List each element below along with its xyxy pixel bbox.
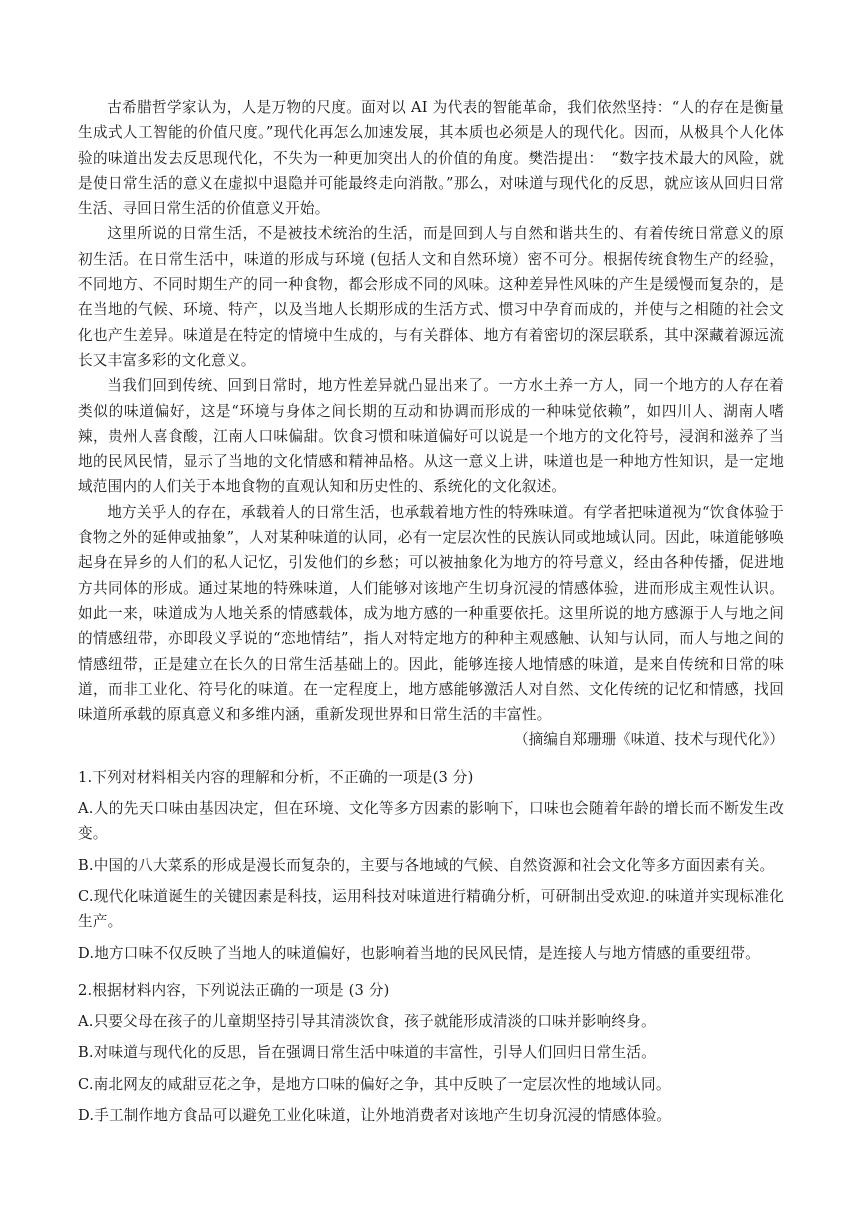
option-b: B.对味道与现代化的反思，旨在强调日常生活中味道的丰富性，引导人们回归日常生活。 [78, 1044, 656, 1062]
option-a: A.人的先天口味由基因决定，但在环境、文化等多方因素的影响下，口味也会随着年龄的增长而不断发生改变。 [78, 800, 784, 843]
passage-source: （摘编自郑珊珊《味道、技术与现代化》） [514, 731, 784, 749]
option-d: D.手工制作地方食品可以避免工业化味道，让外地消费者对该地产生切身沉浸的情感体验。 [78, 1106, 672, 1124]
exam-page [78, 95, 784, 1128]
passage-paragraph-2: 这里所说的日常生活，不是被技术统治的生活，而是回到人与自然和谐共生的、有着传统日常意义的原初生活。在日常生活中，味道的形成与环境 (包括人文和自然环境）密不可分。根据传统食物生产的经验，不同地方、不同时期生产的同一种食物，都会形成不同的风味。这种差异性风味的产生是缓慢而复杂的，是在当地的气候、环境、特产，以及当地人长期形成的生活方式、惯习中孕育而成的，并使与之相随的社会文化也产生差异。味道是在特定的情境中生成的，与有关群体、地方有着密切的深层联系，其中深藏着源远流长又丰富多彩的文化意义。 [78, 225, 784, 369]
option-c: C.南北网友的咸甜豆花之争，是地方口味的偏好之争，其中反映了一定层次性的地域认同。 [78, 1075, 671, 1093]
question-stem: 1.下列对材料相关内容的理解和分析，不正确的一项是(3 分) [78, 768, 474, 786]
option-d: D.地方口味不仅反映了当地人的味道偏好，也影响着当地的民风民情，是连接人与地方情感的重要纽带。 [78, 944, 760, 962]
passage-paragraph-3: 当我们回到传统、回到日常时，地方性差异就凸显出来了。一方水土养一方人，同一个地方的人存在着类似的味道偏好，这是“环境与身体之间长期的互动和协调而形成的一种味觉依赖”，如四川人、湖南人嗜辣，贵州人喜食酸，江南人口味偏甜。饮食习惯和味道偏好可以说是一个地方的文化符号，浸润和滋养了当地的民风民情，显示了当地的文化情感和精神品格。从这一意义上讲，味道也是一种地方性知识，是一定地域范围内的人们关于本地食物的直观认知和历史性的、系统化的文化叙述。 [78, 377, 784, 496]
question-1 [78, 765, 784, 966]
passage-paragraph-4: 地方关乎人的存在，承载着人的日常生活，也承载着地方性的特殊味道。有学者把味道视为“饮食体验于食物之外的延伸或抽象”，人对某种味道的认同，必有一定层次性的民族认同或地域认同。因此，味道能够唤起身在异乡的人们的私人记忆，引发他们的乡愁；可以被抽象化为地方的符号意义，经由各种传播，促进地方共同体的形成。通过某地的特殊味道，人们能够对该地产生切身沉浸的情感体验，进而形成主观性认识。如此一来，味道成为人地关系的情感载体，成为地方感的一种重要依托。这里所说的地方感源于人与地之间的情感纽带，亦即段义孚说的“恋地情结”，指人对特定地方的种种主观感触、认知与认同，而人与地之间的情感纽带，正是建立在长久的日常生活基础上的。因此，能够连接人地情感的味道，是来自传统和日常的味道，而非工业化、符号化的味道。在一定程度上，地方感能够激活人对自然、文化传统的记忆和情感，找回味道所承载的原真意义和多维内涵，重新发现世界和日常生活的丰富性。 [78, 503, 784, 724]
option-c: C.现代化味道诞生的关键因素是科技，运用科技对味道进行精确分析，可研制出受欢迎.的味道并实现标准化生产。 [78, 887, 784, 931]
option-a: A.只要父母在孩子的儿童期坚持引导其清淡饮食，孩子就能形成清淡的口味并影响终身。 [78, 1013, 656, 1031]
passage-paragraph-1: 古希腊哲学家认为，人是万物的尺度。面对以 AI 为代表的智能革命，我们依然坚持：“人的存在是衡量生成式人工智能的价值尺度。”现代化再怎么加速发展，其本质也必须是人的现代化。因而，从极具个人化体验的味道出发去反思现代化，不失为一种更加突出人的价值的角度。樊浩提出： “数字技术最大的风险，就是使日常生活的意义在虚拟中退隐并可能最终走向消散。”那么，对味道与现代化的反思，就应该从回归日常生活、寻回日常生活的价值意义开始。 [78, 99, 784, 218]
option-b: B.中国的八大菜系的形成是漫长而复杂的，主要与各地域的气候、自然资源和社会文化等多方面因素有关。 [78, 856, 775, 874]
question-2 [78, 978, 784, 1128]
reading-passage [78, 95, 784, 753]
question-stem: 2.根据材料内容，下列说法正确的一项是 (3 分) [78, 981, 390, 999]
